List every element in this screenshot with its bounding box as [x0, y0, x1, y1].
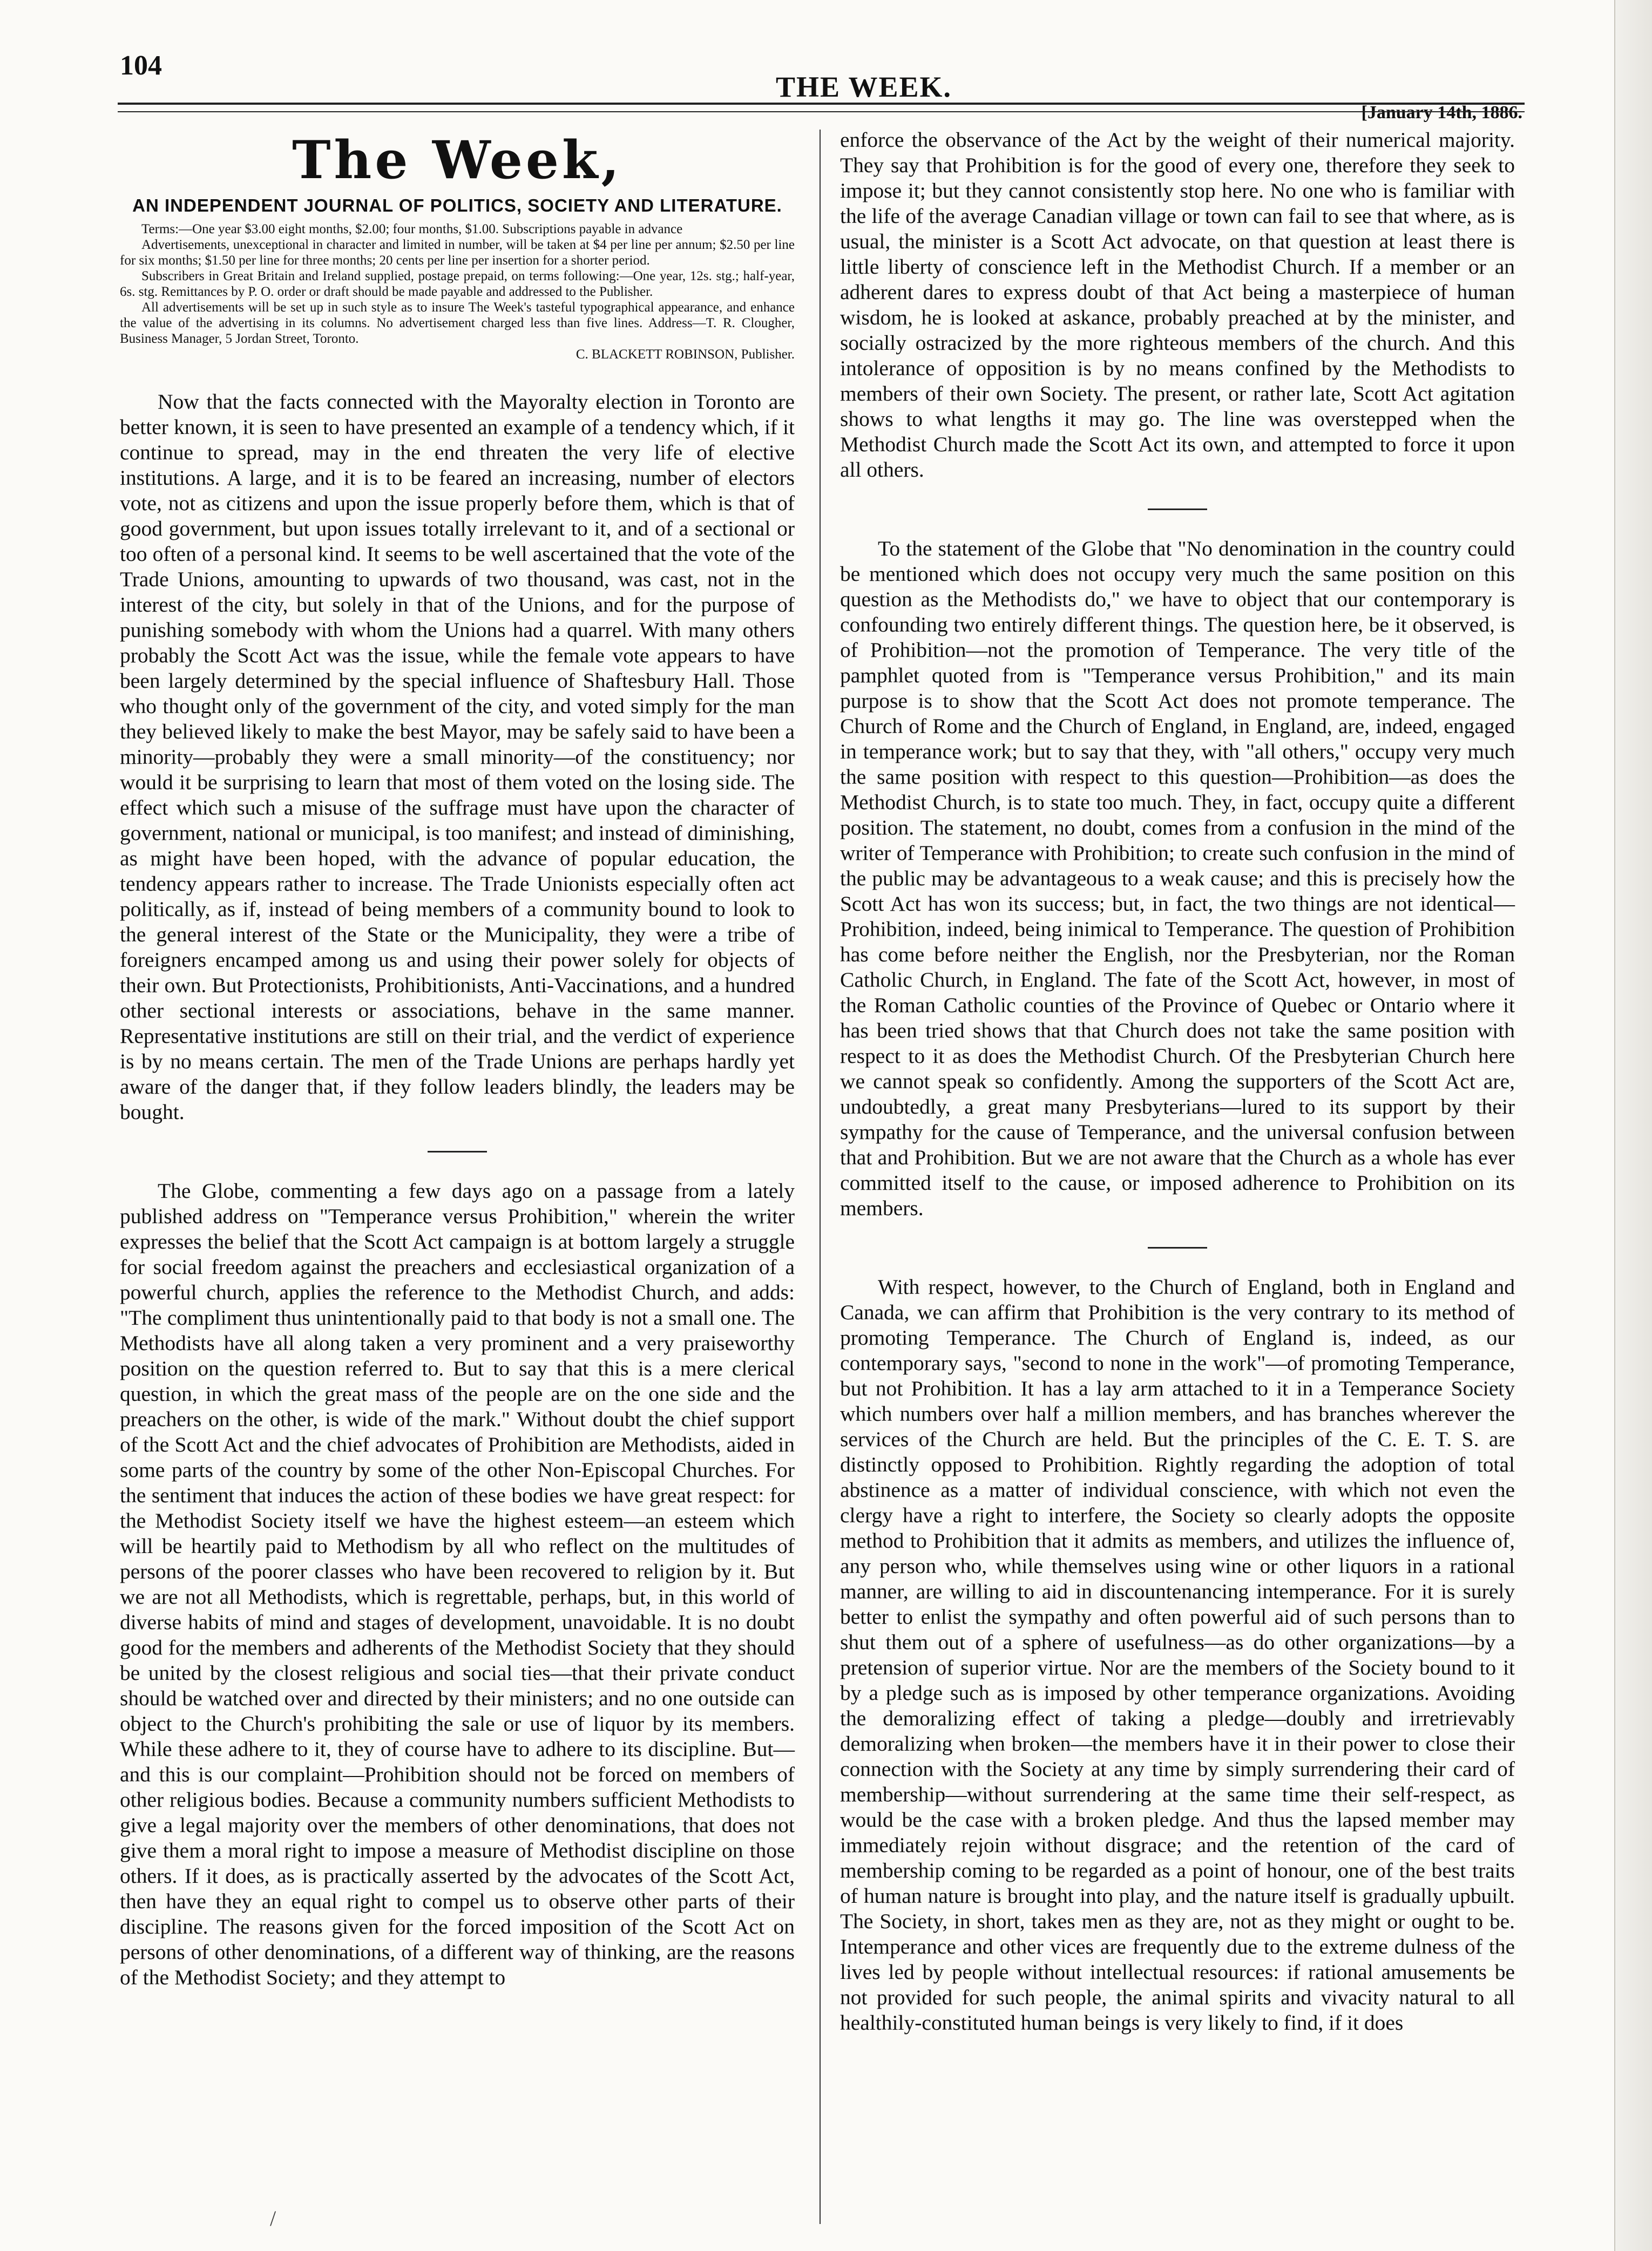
article-globe-statement — [840, 536, 1515, 1221]
article-paragraph: To the statement of the Globe that "No denomination in the country could be mentioned which does not occupy very much the same position on this question as the Methodists do," we have to object that our contemporary is confounding two entirely different things. The question here, be it observed, is of Prohibition—not the promotion of Temperance. The very title of the pamphlet quoted from is "Temperance versus Prohibition," and its main purpose is to show that the Scott Act does not promote temperance. The Church of Rome and the Church of England, in England, are, indeed, engaged in temperance work; but to say that they, with "all others," occupy very much the same position with respect to this question—Prohibition—as does the Methodist Church, is to state too much. They, in fact, occupy quite a different position. The statement, no doubt, comes from a confusion in the mind of the writer of Temperance with Prohibition; to create such confusion in the mind of the public may be advantageous to a weak cause; and this is precisely how the Scott Act has won its success; but, in fact, the two things are not identical—Prohibition, indeed, being inimical to Temperance. The question of Prohibition has come before neither the English, nor the Presbyterian, nor the Roman Catholic Church, in England. The fate of the Scott Act, however, in most of the Roman Catholic counties of the Province of Quebec or Ontario where it has been tried shows that that Church does not take the same position with respect to it as does the Methodist Church. Of the Presbyterian Church here we cannot speak so confidently. Among the supporters of the Scott Act are, undoubtedly, a great many Presbyterians—lured to its support by their sympathy for the cause of Temperance, and the universal confusion between that and Prohibition. But we are not aware that the Church as a whole has ever committed itself to the cause, or imposed adherence to Prohibition on its members. — [840, 537, 1515, 1220]
running-title: THE WEEK. — [775, 71, 952, 103]
article-paragraph: With respect, however, to the Church of England, both in England and Canada, we can affirm that Prohibition is the very contrary to its method of promoting Temperance. The Church of England is, indeed, as our contemporary says, "second to none in the work"—of promoting Temperance, but not Prohibition. It has a lay arm attached to it in a Temperance Society which numbers over half a million members, and has branches wherever the services of the Church are held. But the principles of the C. E. T. S. are distinctly opposed to Prohibition. Rightly regarding the adoption of total abstinence as a matter of individual conscience, with which not even the clergy have a right to interfere, the Society so clearly adopts the opposite method to Prohibition that it admits as members, and utilizes the influence of, any person who, while themselves using wine or other liquors in a rational manner, are willing to aid in discountenancing intemperance. For it is surely better to enlist the sympathy and often powerful aid of such persons than to shut them out of a sphere of usefulness—as do other organizations—by a pretension of superior virtue. Nor are the members of the Society bound to it by a pledge such as is imposed by other temperance organizations. Avoiding the demoralizing effect of taking a pledge—doubly and irretrievably demoralizing when broken—the members have it in their power to close their connection with the Society at any time by simply surrendering their card of membership—without surrendering at the same time their self-respect, as would be the case with a broken pledge. And thus the lapsed member may immediately rejoin without disgrace; and the retention of the card of membership coming to be regarded as a point of honour, one of the best traits of human nature is brought into play, and the nature itself is gradually upbuilt. The Society, in short, takes men as they are, not as they might or ought to be. Intemperance and other vices are frequently due to the extreme dulness of the lives led by people without intellectual resources: if rational amusements be not provided for such people, the animal spirits and vivacity natural to all healthily-constituted human beings is very likely to find, if it does — [840, 1275, 1515, 2035]
terms-paragraph: Subscribers in Great Britain and Ireland supplied, postage prepaid, on terms following:—One year, 12s. stg.; half-year, 6s. stg. Remittances by P. O. order or draft should be made payable and addressed to the Publisher. — [120, 269, 795, 299]
column-divider — [820, 130, 821, 2224]
article-paragraph: Now that the facts connected with the Mayoralty election in Toronto are better known, it is seen to have presented an example of a tendency which, if it continue to spread, may in the end threaten the very life of elective institutions. A large, and it is to be feared an increasing, number of electors vote, not as citizens and upon the issue properly before them, which is that of good government, but upon issues totally irrelevant to it, and of a sectional or too often of a personal kind. It seems to be well ascertained that the vote of the Trade Unions, amounting to upwards of two thousand, was cast, not in the interest of the city, but solely in that of the Unions, and for the purpose of punishing somebody with whom the Unions had a quarrel. With many others probably the Scott Act was the issue, while the female vote appears to have been largely determined by the special influence of Shaftesbury Hall. Those who thought only of the government of the city, and voted simply for the man they believed likely to make the best Mayor, may be safely said to have been a minority—probably they were a small minority—of the constituency; nor would it be surprising to learn that most of them voted on the losing side. The effect which such a misuse of the suffrage must have upon the character of government, national or municipal, is too manifest; and instead of diminishing, as might have been hoped, with the advance of popular education, the tendency appears rather to increase. The Trade Unionists especially often act politically, as if, instead of being members of a community bound to look to the general interest of the State or the Municipality, they were a tribe of foreigners encamped among us and using their power solely for objects of their own. But Protectionists, Prohibitionists, Anti-Vaccinations, and a hundred other sectional interests or associations, behave in the same manner. Representative institutions are still on their trial, and the verdict of experience is by no means certain. The men of the Trade Unions are perhaps hardly yet aware of the danger that, if they follow leaders blindly, the leaders may be bought. — [120, 390, 795, 1124]
article-globe-methodists — [120, 1178, 795, 1990]
subscription-terms — [120, 221, 795, 362]
masthead-title: The Week, — [292, 130, 622, 191]
section-separator — [428, 1151, 487, 1152]
section-separator — [1148, 1247, 1207, 1249]
article-paragraph: enforce the observance of the Act by the weight of their numerical majority. They say that Prohibition is for the good of every one, therefore they seek to impose it; but they cannot consistently stop here. No one who is familiar with the life of the average Canadian village or town can fail to see that where, as is usual, the minister is a Scott Act advocate, on that question at least there is little liberty of conscience left in the Methodist Church. If a member or an adherent dares to express doubt of that Act being a masterpiece of human wisdom, he is looked at askance, probably preached at by the minister, and socially ostracized by the more righteous members of the church. And this intolerance of opposition is by no means confined by the Methodists to members of their own Society. The present, or rather late, Scott Act agitation shows to what lengths it may go. The line was overstepped when the Methodist Church made the Scott Act its own, and attempted to force it upon all others. — [840, 128, 1515, 482]
right-column — [840, 127, 1515, 2036]
page-number: 104 — [120, 50, 162, 81]
issue-date: [January 14th, 1886. — [1361, 103, 1522, 123]
left-column — [120, 127, 795, 1990]
article-paragraph: The Globe, commenting a few days ago on a passage from a lately published address on "Temperance versus Prohibition," wherein the writer expresses the belief that the Scott Act campaign is at bottom largely a struggle for social freedom against the preachers and ecclesiastical organization of a powerful church, applies the reference to the Methodist Church, and adds: "The compliment thus unintentionally paid to that body is not a small one. The Methodists have all along taken a very prominent and a very praiseworthy position on the question referred to. But to say that this is a mere clerical question, in which the great mass of the people are on the one side and the preachers on the other, is wide of the mark." Without doubt the chief support of the Scott Act and the chief advocates of Prohibition are Methodists, aided in some parts of the country by some of the other Non-Episcopal Churches. For the sentiment that induces the action of these bodies we have great respect: for the Methodist Society itself we have the highest esteem—an esteem which will be heartily paid to Methodism by all who reflect on the multitudes of persons of the poorer classes who have been recovered to religion by it. But we are not all Methodists, which is regrettable, perhaps, but, in this world of diverse habits of mind and stages of development, unavoidable. It is no doubt good for the members and adherents of the Methodist Society that they should be united by the closest religious and social ties—that their private conduct should be watched over and directed by their ministers; and no one outside can object to the Church's prohibiting the sale or use of liquor by its members. While these adhere to it, they of course have to adhere to its discipline. But—and this is our complaint—Prohibition should not be forced on members of other religious bodies. Because a community numbers sufficient Methodists to give a legal majority over the members of other denominations, that does not give them a moral right to impose a measure of Methodist discipline on those others. If it does, as is practically asserted by the advocates of the Scott Act, then have they an equal right to compel us to observe other parts of their discipline. The reasons given for the forced imposition of the Scott Act on persons of other denominations, of a different way of thinking, are the reasons of the Methodist Society; and they attempt to — [120, 1179, 795, 1989]
publisher-signature: C. BLACKETT ROBINSON, Publisher. — [576, 347, 795, 362]
masthead-subtitle: AN INDEPENDENT JOURNAL OF POLITICS, SOCIETY AND LITERATURE. — [132, 195, 782, 215]
header-rule — [118, 103, 1525, 105]
header-rule-thin — [118, 111, 1525, 112]
article-mayoralty-election — [120, 389, 795, 1125]
scan-edge — [1614, 0, 1652, 2251]
terms-paragraph: Terms:—One year $3.00 eight months, $2.00; four months, $1.00. Subscriptions payable in advance — [141, 222, 683, 236]
article-church-of-england — [840, 1274, 1515, 2036]
stray-mark: / — [270, 2206, 276, 2230]
section-separator — [1148, 508, 1207, 510]
terms-paragraph: All advertisements will be set up in such style as to insure The Week's tasteful typographical appearance, and enhance the value of the advertising in its columns. No advertisement charged less than five lines. Address—T. R. Clougher, Business Manager, 5 Jordan Street, Toronto. — [120, 300, 795, 346]
article-continued — [840, 127, 1515, 483]
terms-paragraph: Advertisements, unexceptional in character and limited in number, will be taken at $4 per line per annum; $2.50 per line for six months; $1.50 per line for three months; 20 cents per line per insertion for a shorter period. — [120, 238, 795, 268]
